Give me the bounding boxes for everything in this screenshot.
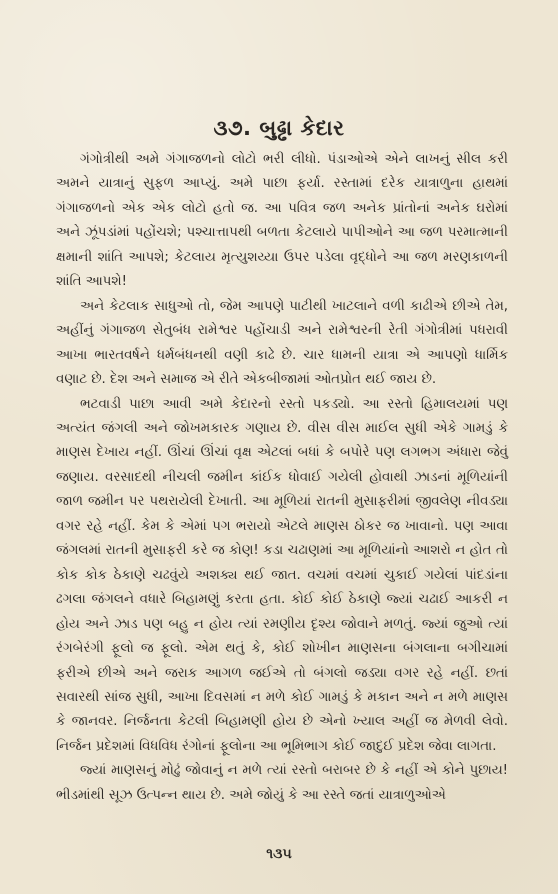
paragraph: ભટવાડી પાછા આવી અમે કેદારનો રસ્તો પકડ્યો. આ રસ્તો હિમાલયમાં પણ અત્યંત જંગલી અને જોખમકારક ગણાય છે. વીસ વીસ માઈલ સુધી એકે ગામડું કે માણસ દેખાય નહીં. ઊંચાં ઊંચાં વૃક્ષ એટલાં બધાં કે બપોરે પણ લગભગ અંધારા જેવું જણાય. વરસાદથી નીચલી જમીન કાંઈક ધોવાઈ ગયેલી હોવાથી ઝાડનાં મૂળિયાંની જાળ જમીન પર પથરાયેલી દેખાતી. આ મૂળિયાં રાતની મુસાફરીમાં જીવલેણ નીવડ્યા વગર રહે નહીં. કેમ કે એમાં પગ ભરાયો એટલે માણસ ઠોકર જ ખાવાનો. પણ આવા જંગલમાં રાતની મુસાફરી કરે જ કોણ! કડા ચઢાણમાં આ મૂળિયાંનો આશરો ન હોત તો કોક કોક ઠેકાણે ચઢવુંયે અશક્ય થઈ જાત. વચમાં વચમાં ચુકાઈ ગયેલાં પાંદડાંના ઢગલા જંગલને વધારે બિહામણું કરતા હતા. કોઈ કોઈ ઠેકાણે જ્યાં ચઢાઈ આકરી ન હોય અને ઝાડ પણ બહુ ન હોય ત્યાં રમણીય દૃશ્ય જોવાને મળતું. જ્યાં જુઓ ત્યાં રંગબેરંગી ફૂલો જ ફૂલો. એમ થતું કે, કોઈ શોખીન માણસના બંગલાના બગીચામાં ફરીએ છીએ અને જરાક આગળ જઈએ તો બંગલો જડ્યા વગર રહે નહીં. છતાં સવારથી સાંજ સુધી, આખા દિવસમાં ન મળે કોઈ ગામડું કે મકાન અને ન મળે માણસ કે જાનવર. નિર્જનતા કેટલી બિહામણી હોય છે એનો ખ્યાલ અહીં જ મેળવી લેવો. નિર્જન પ્રદેશમાં વિધવિધ રંગોનાં ફૂલોના આ ભૂમિભાગ કોઈ જાદુઈ પ્રદેશ જેવા લાગતા. bbox=[56, 396, 508, 754]
page-body-text bbox=[56, 148, 508, 808]
chapter-title: ૩૭. બુઢ્ઢા કેદાર bbox=[213, 116, 345, 140]
paragraph: જ્યાં માણસનું મોઢું જોવાનું ન મળે ત્યાં રસ્તો બરાબર છે કે નહીં એ કોને પુછાય! ભીડમાંથી સૂઝ ઉત્પન્ન થાય છે. અમે જોયું કે આ રસ્તે જતાં યાત્રાળુઓએ bbox=[56, 763, 508, 803]
paragraph: અને કેટલાક સાધુઓ તો, જેમ આપણે પાટીથી ખાટલાને વળી કાઢીએ છીએ તેમ, અહીંનું ગંગાજળ સેતુબંધ રામેશ્વર પહોંચાડી અને રામેશ્વરની રેતી ગંગોત્રીમાં પધરાવી આખા ભારતવર્ષને ધર્મબંધનથી વણી કાઢે છે. ચાર ધામની યાત્રા એ આપણો ધાર્મિક વણાટ છે. દેશ અને સમાજ એ રીતે એકબીજામાં ઓતપ્રોત થઈ જાય છે. bbox=[56, 298, 508, 388]
page-number: ૧૩૫ bbox=[266, 846, 292, 862]
paragraph: ગંગોત્રીથી અમે ગંગાજળનો લોટો ભરી લીધો. પંડાઓએ એને લાખનું સીલ કરી અમને યાત્રાનું સુફળ આપ્યું. અમે પાછા ફર્યા. રસ્તામાં દરેક યાત્રાળુના હાથમાં ગંગાજળનો એક એક લોટો હતો જ. આ પવિત્ર જળ અનેક પ્રાંતોનાં અનેક ઘરોમાં અને ઝૂંપડાંમાં પહોંચશે; પશ્ચાત્તાપથી બળતા કેટલાયે પાપીઓને આ જળ પરમાત્માની ક્ષમાની શાંતિ આપશે; કેટલાય મૃત્યુશય્યા ઉપર પડેલા વૃદ્ધોને આ જળ મરણકાળની શાંતિ આપશે! bbox=[56, 152, 508, 290]
